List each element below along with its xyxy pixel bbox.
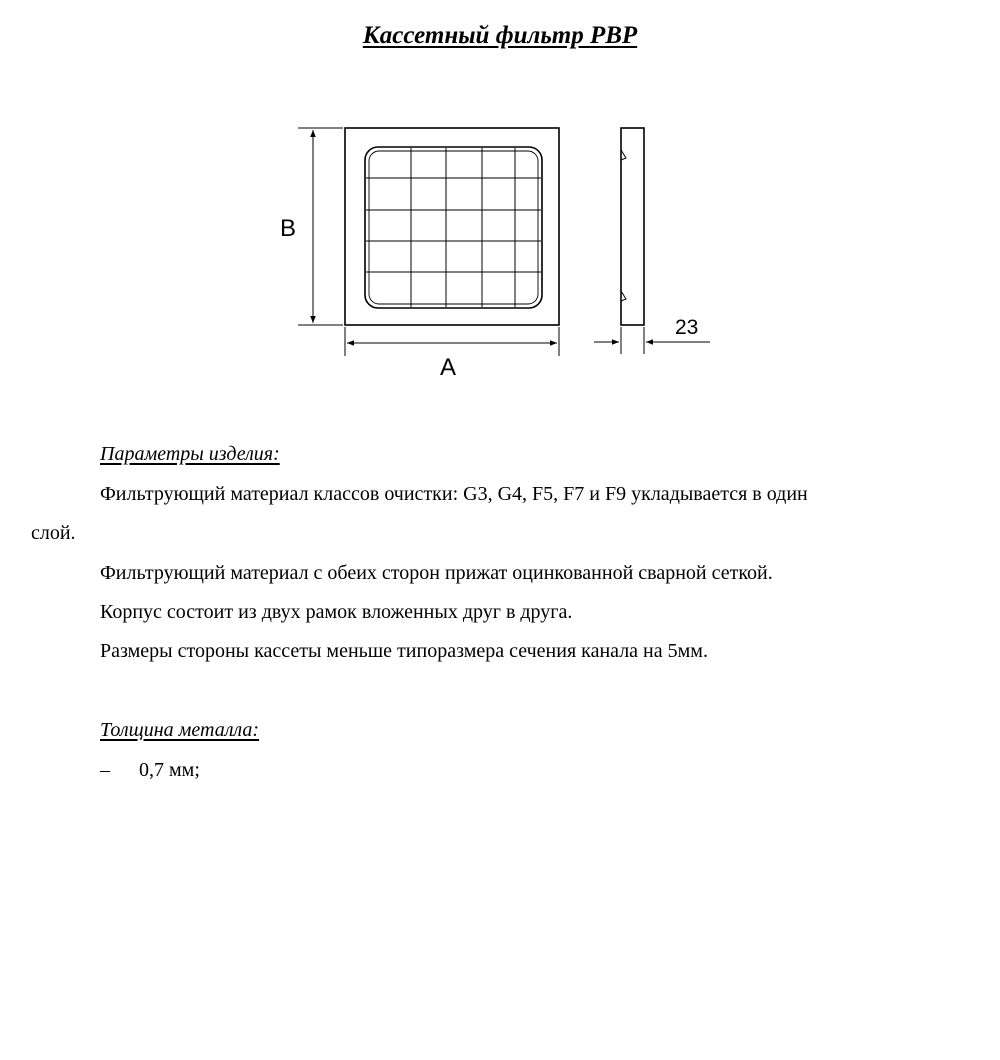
parameters-line-1: Фильтрующий материал классов очистки: G3, G4, F5, F7 и F9 укладывается в один	[100, 483, 808, 505]
parameters-line-3: Корпус состоит из двух рамок вложенных друг в друга.	[100, 601, 573, 623]
side-view	[621, 128, 644, 325]
metal-thickness-heading: Толщина металла:	[100, 719, 260, 741]
parameters-line-1-continuation: слой.	[31, 522, 76, 544]
filter-drawing	[0, 0, 1000, 400]
metal-thickness-value: 0,7 мм;	[139, 759, 200, 781]
dimension-b	[298, 128, 343, 325]
list-bullet: –	[100, 759, 110, 781]
label-a: A	[440, 354, 457, 381]
document-title: Кассетный фильтр РВР	[362, 22, 638, 49]
label-depth: 23	[675, 316, 699, 339]
label-b: B	[280, 215, 297, 242]
parameters-line-2: Фильтрующий материал с обеих сторон прижат оцинкованной сварной сеткой.	[100, 562, 773, 584]
inner-frame-edge	[369, 151, 538, 304]
outer-frame	[345, 128, 559, 325]
mesh-grid	[366, 148, 541, 307]
parameters-heading: Параметры изделия:	[100, 443, 280, 465]
parameters-line-4: Размеры стороны кассеты меньше типоразмера сечения канала на 5мм.	[100, 640, 708, 662]
dimension-a	[345, 327, 559, 356]
